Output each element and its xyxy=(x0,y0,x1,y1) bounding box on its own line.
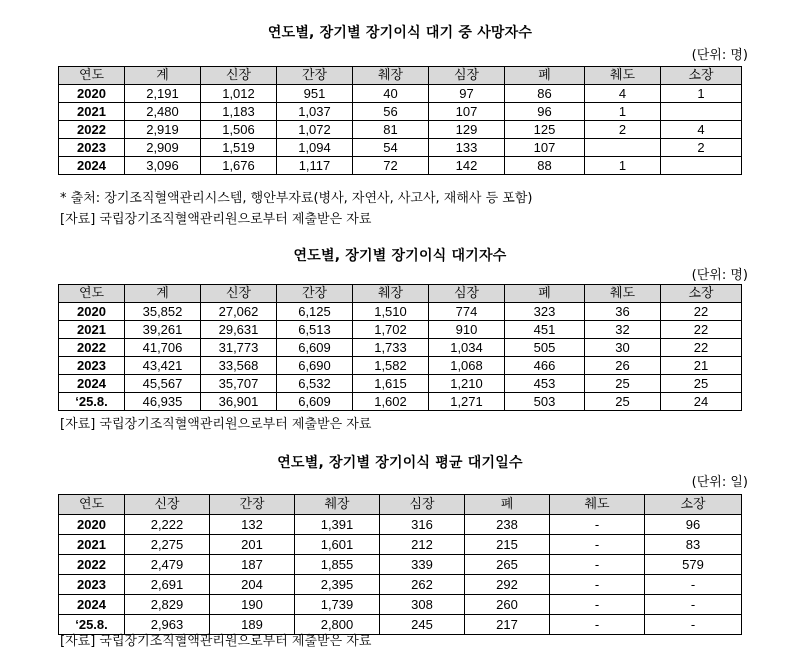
table-cell: 1,012 xyxy=(201,85,277,103)
table-cell: 2,395 xyxy=(295,575,380,595)
column-header: 연도 xyxy=(59,495,125,515)
table-cell: 22 xyxy=(661,339,742,357)
table-cell: 1,601 xyxy=(295,535,380,555)
table3-unit: (단위: 일) xyxy=(691,475,748,490)
table-cell: 29,631 xyxy=(201,321,277,339)
column-header: 심장 xyxy=(429,285,505,303)
table-row xyxy=(59,103,742,121)
table-cell: 201 xyxy=(210,535,295,555)
column-header: 췌도 xyxy=(550,495,645,515)
table-cell: 1,615 xyxy=(353,375,429,393)
table-cell: 1,506 xyxy=(201,121,277,139)
table3-title: 연도별, 장기별 장기이식 평균 대기일수 xyxy=(277,455,523,471)
table-cell: 217 xyxy=(465,615,550,635)
table-cell: 56 xyxy=(353,103,429,121)
year-cell: 2024 xyxy=(59,157,125,175)
column-header: 간장 xyxy=(277,285,353,303)
table-cell: 245 xyxy=(380,615,465,635)
table-cell: 1,037 xyxy=(277,103,353,121)
year-cell: ‘25.8. xyxy=(59,615,125,635)
table-cell: 107 xyxy=(429,103,505,121)
column-header: 간장 xyxy=(210,495,295,515)
table-cell: 32 xyxy=(585,321,661,339)
table-cell: 1,068 xyxy=(429,357,505,375)
table-cell: 88 xyxy=(505,157,585,175)
table-cell: 2,191 xyxy=(125,85,201,103)
table-cell: 260 xyxy=(465,595,550,615)
table-header-row xyxy=(59,495,742,515)
table-cell: 910 xyxy=(429,321,505,339)
table-cell: 262 xyxy=(380,575,465,595)
table-cell: 22 xyxy=(661,303,742,321)
table-cell: 3,096 xyxy=(125,157,201,175)
table-cell: 36,901 xyxy=(201,393,277,411)
table-cell: 339 xyxy=(380,555,465,575)
table-cell: 308 xyxy=(380,595,465,615)
table-cell: 466 xyxy=(505,357,585,375)
table-cell: 26 xyxy=(585,357,661,375)
deaths-table xyxy=(58,66,742,175)
table-row xyxy=(59,139,742,157)
table-cell: 453 xyxy=(505,375,585,393)
table-cell: 1,739 xyxy=(295,595,380,615)
year-cell: 2020 xyxy=(59,303,125,321)
table-cell: 107 xyxy=(505,139,585,157)
year-cell: 2020 xyxy=(59,515,125,535)
column-header: 폐 xyxy=(505,285,585,303)
table-cell: 39,261 xyxy=(125,321,201,339)
column-header: 신장 xyxy=(125,495,210,515)
column-header: 소장 xyxy=(661,67,742,85)
table-row xyxy=(59,515,742,535)
table-cell: 1 xyxy=(585,157,661,175)
table-cell: 40 xyxy=(353,85,429,103)
table-row xyxy=(59,357,742,375)
table2-unit: (단위: 명) xyxy=(691,268,748,283)
column-header: 계 xyxy=(125,67,201,85)
table-cell: 1,733 xyxy=(353,339,429,357)
column-header: 췌장 xyxy=(353,67,429,85)
table1-title: 연도별, 장기별 장기이식 대기 중 사망자수 xyxy=(267,25,533,41)
table-cell: 22 xyxy=(661,321,742,339)
table-cell: 2,222 xyxy=(125,515,210,535)
year-cell: 2024 xyxy=(59,595,125,615)
table-cell: 125 xyxy=(505,121,585,139)
table-cell xyxy=(585,139,661,157)
table-cell: 33,568 xyxy=(201,357,277,375)
table-cell: 1,702 xyxy=(353,321,429,339)
table-cell: 2,479 xyxy=(125,555,210,575)
table-cell: 31,773 xyxy=(201,339,277,357)
table-cell: 1,676 xyxy=(201,157,277,175)
table-cell: - xyxy=(550,615,645,635)
table-row xyxy=(59,121,742,139)
table-cell: 451 xyxy=(505,321,585,339)
waiting-table xyxy=(58,284,742,411)
table-cell xyxy=(661,157,742,175)
table-row xyxy=(59,303,742,321)
table-cell: 46,935 xyxy=(125,393,201,411)
year-cell: 2023 xyxy=(59,139,125,157)
table-row xyxy=(59,555,742,575)
column-header: 신장 xyxy=(201,67,277,85)
table-cell: 81 xyxy=(353,121,429,139)
table-cell: 2,800 xyxy=(295,615,380,635)
table-cell: - xyxy=(645,615,742,635)
year-cell: 2024 xyxy=(59,375,125,393)
table-cell: 579 xyxy=(645,555,742,575)
table-cell: 72 xyxy=(353,157,429,175)
table1-source-note: * 출처: 장기조직혈액관리시스템, 행안부자료(병사, 자연사, 사고사, 재해사 등 포함) xyxy=(60,191,533,206)
table-cell: 6,532 xyxy=(277,375,353,393)
year-cell: 2021 xyxy=(59,535,125,555)
year-cell: 2021 xyxy=(59,321,125,339)
year-cell: 2022 xyxy=(59,121,125,139)
table-cell: 27,062 xyxy=(201,303,277,321)
column-header: 소장 xyxy=(645,495,742,515)
table-cell: 1 xyxy=(585,103,661,121)
column-header: 연도 xyxy=(59,67,125,85)
column-header: 심장 xyxy=(380,495,465,515)
table2-data-note: [자료] 국립장기조직혈액관리원으로부터 제출받은 자료 xyxy=(60,417,372,432)
table-cell: 97 xyxy=(429,85,505,103)
table-cell: 1,602 xyxy=(353,393,429,411)
table-cell: 6,690 xyxy=(277,357,353,375)
column-header: 폐 xyxy=(465,495,550,515)
table-header-row xyxy=(59,67,742,85)
year-cell: 2020 xyxy=(59,85,125,103)
table-cell: 238 xyxy=(465,515,550,535)
table-cell: 1,072 xyxy=(277,121,353,139)
table-cell: 41,706 xyxy=(125,339,201,357)
table-cell: 21 xyxy=(661,357,742,375)
table-cell: 35,707 xyxy=(201,375,277,393)
column-header: 췌도 xyxy=(585,67,661,85)
table-cell: 503 xyxy=(505,393,585,411)
table-cell: 1 xyxy=(661,85,742,103)
table-cell: 142 xyxy=(429,157,505,175)
table-cell: 204 xyxy=(210,575,295,595)
table-cell: 35,852 xyxy=(125,303,201,321)
year-cell: ‘25.8. xyxy=(59,393,125,411)
table3-data-note: [자료] 국립장기조직혈액관리원으로부터 제출받은 자료 xyxy=(60,634,372,649)
table-cell: 2,275 xyxy=(125,535,210,555)
table-cell: 86 xyxy=(505,85,585,103)
table-cell xyxy=(661,103,742,121)
table-cell: 6,609 xyxy=(277,393,353,411)
table-header-row xyxy=(59,285,742,303)
table-row xyxy=(59,595,742,615)
table-cell: 1,519 xyxy=(201,139,277,157)
table-row xyxy=(59,339,742,357)
table-cell: 774 xyxy=(429,303,505,321)
year-cell: 2022 xyxy=(59,555,125,575)
table-cell: 4 xyxy=(585,85,661,103)
table-cell: 1,582 xyxy=(353,357,429,375)
table-row xyxy=(59,375,742,393)
table-row xyxy=(59,157,742,175)
table-row xyxy=(59,575,742,595)
table-cell: 1,117 xyxy=(277,157,353,175)
column-header: 간장 xyxy=(277,67,353,85)
table-cell: 2,829 xyxy=(125,595,210,615)
table-cell: 132 xyxy=(210,515,295,535)
table-cell: 54 xyxy=(353,139,429,157)
table1-unit: (단위: 명) xyxy=(691,48,748,63)
table-cell: 36 xyxy=(585,303,661,321)
table-cell: 4 xyxy=(661,121,742,139)
table-cell: - xyxy=(550,555,645,575)
table-cell: 1,094 xyxy=(277,139,353,157)
table-cell: 1,391 xyxy=(295,515,380,535)
table-cell: 1,183 xyxy=(201,103,277,121)
column-header: 췌장 xyxy=(353,285,429,303)
column-header: 계 xyxy=(125,285,201,303)
table-cell: 1,271 xyxy=(429,393,505,411)
table-cell: 2,909 xyxy=(125,139,201,157)
table-cell: 505 xyxy=(505,339,585,357)
table-row xyxy=(59,393,742,411)
table-cell: 2,919 xyxy=(125,121,201,139)
table-cell: 265 xyxy=(465,555,550,575)
table-cell: 83 xyxy=(645,535,742,555)
column-header: 소장 xyxy=(661,285,742,303)
table-cell: 292 xyxy=(465,575,550,595)
table-row xyxy=(59,85,742,103)
column-header: 췌장 xyxy=(295,495,380,515)
column-header: 췌도 xyxy=(585,285,661,303)
table-cell: - xyxy=(550,595,645,615)
table-cell: 189 xyxy=(210,615,295,635)
table-cell: 187 xyxy=(210,555,295,575)
column-header: 연도 xyxy=(59,285,125,303)
table-cell: 215 xyxy=(465,535,550,555)
table-cell: 2,480 xyxy=(125,103,201,121)
table-cell: - xyxy=(550,535,645,555)
table-cell: 1,034 xyxy=(429,339,505,357)
table-cell: 96 xyxy=(645,515,742,535)
table-cell: 212 xyxy=(380,535,465,555)
year-cell: 2023 xyxy=(59,357,125,375)
table-cell: 1,855 xyxy=(295,555,380,575)
table-cell: 6,125 xyxy=(277,303,353,321)
year-cell: 2021 xyxy=(59,103,125,121)
table-row xyxy=(59,535,742,555)
table-cell: - xyxy=(645,575,742,595)
year-cell: 2022 xyxy=(59,339,125,357)
table-cell: 25 xyxy=(585,393,661,411)
table-cell: 323 xyxy=(505,303,585,321)
table2-title: 연도별, 장기별 장기이식 대기자수 xyxy=(293,248,507,264)
table1-data-note: [자료] 국립장기조직혈액관리원으로부터 제출받은 자료 xyxy=(60,212,372,227)
table-cell: 2 xyxy=(585,121,661,139)
table-cell: - xyxy=(550,575,645,595)
table-cell: 6,609 xyxy=(277,339,353,357)
table-cell: 1,510 xyxy=(353,303,429,321)
table-cell: 2,963 xyxy=(125,615,210,635)
column-header: 신장 xyxy=(201,285,277,303)
table-cell: 24 xyxy=(661,393,742,411)
table-cell: 6,513 xyxy=(277,321,353,339)
table-cell: 133 xyxy=(429,139,505,157)
table-cell: - xyxy=(645,595,742,615)
table-cell: 25 xyxy=(661,375,742,393)
table-cell: 190 xyxy=(210,595,295,615)
year-cell: 2023 xyxy=(59,575,125,595)
table-cell: 2 xyxy=(661,139,742,157)
table-cell: 43,421 xyxy=(125,357,201,375)
table-cell: - xyxy=(550,515,645,535)
table-cell: 316 xyxy=(380,515,465,535)
table-row xyxy=(59,321,742,339)
column-header: 심장 xyxy=(429,67,505,85)
table-cell: 96 xyxy=(505,103,585,121)
column-header: 폐 xyxy=(505,67,585,85)
table-cell: 2,691 xyxy=(125,575,210,595)
table-cell: 45,567 xyxy=(125,375,201,393)
table-cell: 25 xyxy=(585,375,661,393)
table-cell: 30 xyxy=(585,339,661,357)
average-wait-table xyxy=(58,494,742,635)
table-cell: 1,210 xyxy=(429,375,505,393)
table-cell: 951 xyxy=(277,85,353,103)
table-cell: 129 xyxy=(429,121,505,139)
